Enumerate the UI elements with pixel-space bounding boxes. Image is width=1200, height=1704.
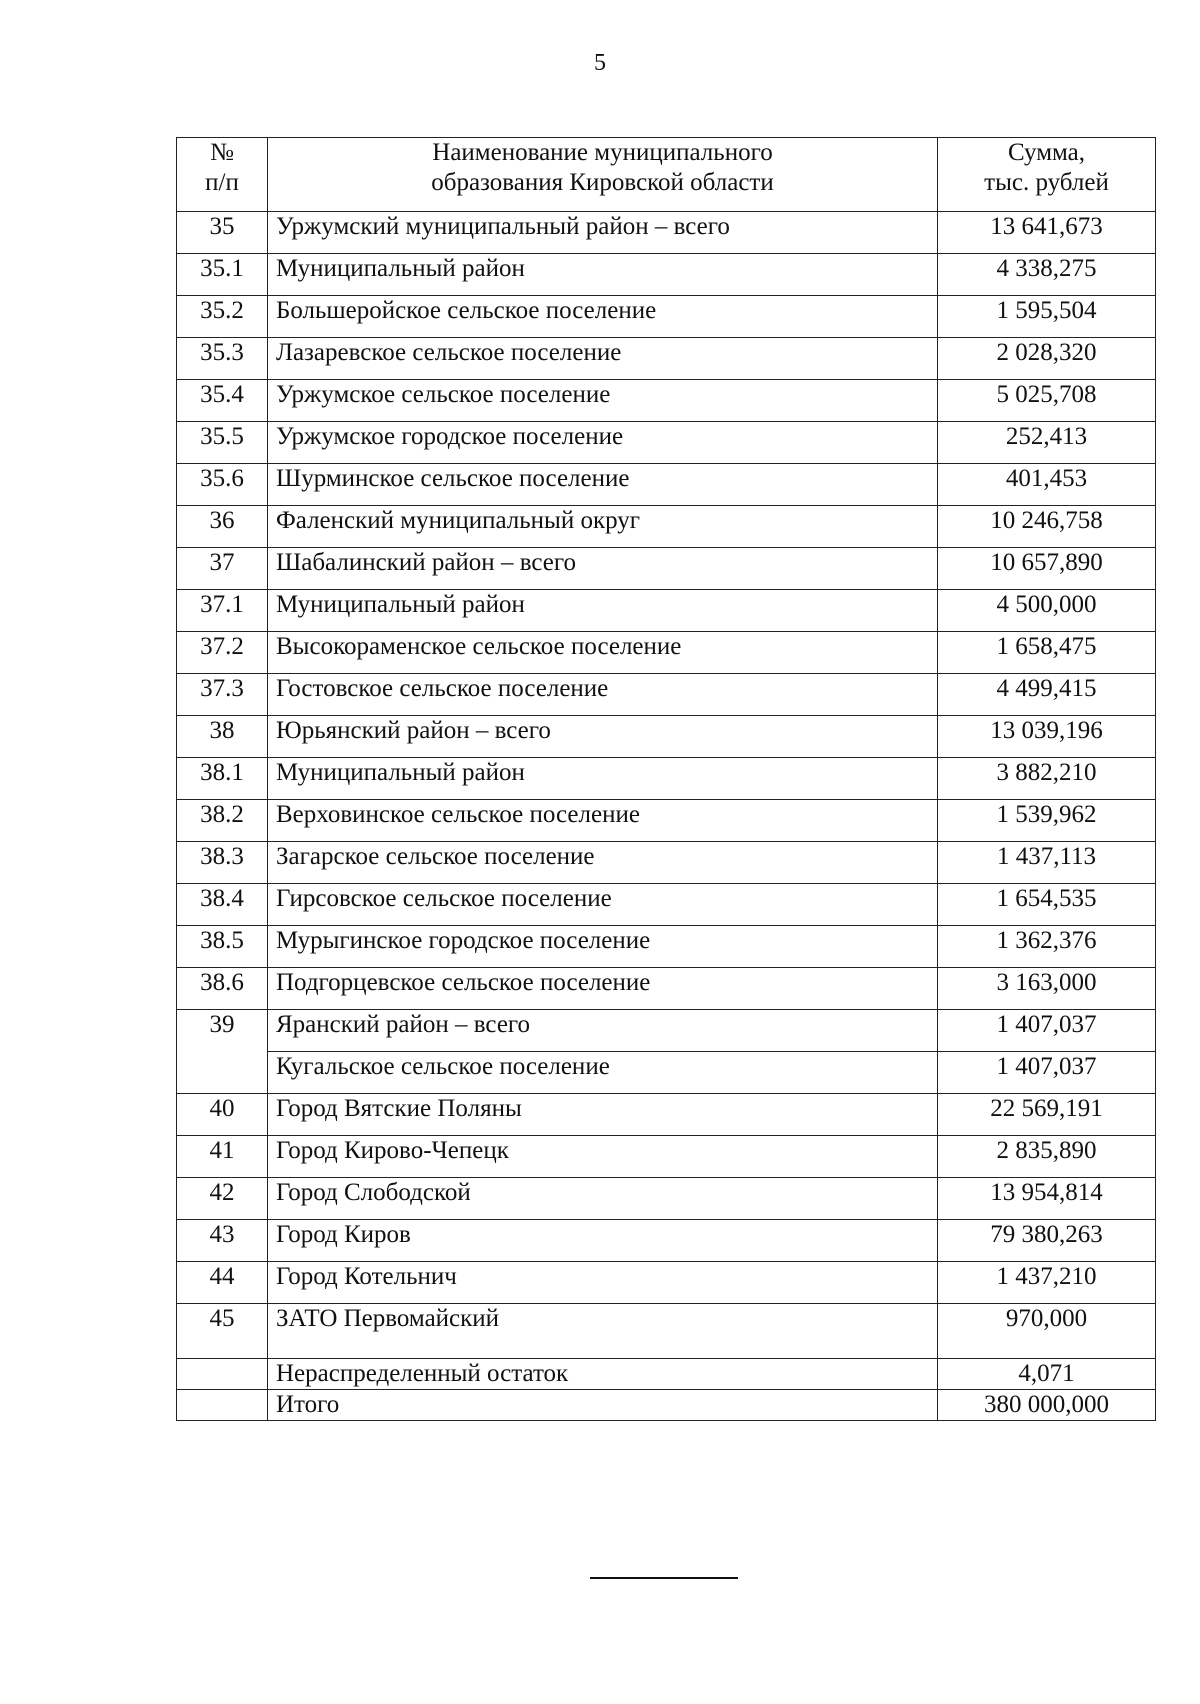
row-sum: 401,453 xyxy=(938,464,1156,506)
row-name: Шабалинский район – всего xyxy=(268,548,938,590)
row-num: 38 xyxy=(177,716,268,758)
row-name: Кугальское сельское поселение xyxy=(268,1052,938,1094)
row-name: Мурыгинское городское поселение xyxy=(268,926,938,968)
row-name: Уржумский муниципальный район – всего xyxy=(268,212,938,254)
row-num: 35.6 xyxy=(177,464,268,506)
row-sum: 79 380,263 xyxy=(938,1220,1156,1262)
header-num-text: № п/п xyxy=(205,139,239,196)
row-sum: 13 039,196 xyxy=(938,716,1156,758)
table-row xyxy=(177,422,1156,464)
row-num: 38.4 xyxy=(177,884,268,926)
row-sum: 1 362,376 xyxy=(938,926,1156,968)
row-sum: 1 539,962 xyxy=(938,800,1156,842)
row-name: Шурминское сельское поселение xyxy=(268,464,938,506)
row-sum: 4 338,275 xyxy=(938,254,1156,296)
row-num: 38.6 xyxy=(177,968,268,1010)
allocation-table xyxy=(176,137,1156,1421)
header-name xyxy=(268,138,938,212)
row-num: 38.2 xyxy=(177,800,268,842)
row-name: Фаленский муниципальный округ xyxy=(268,506,938,548)
table-row xyxy=(177,758,1156,800)
footer-divider xyxy=(590,1577,738,1579)
row-num xyxy=(177,1390,268,1421)
row-num: 35.3 xyxy=(177,338,268,380)
row-num: 43 xyxy=(177,1220,268,1262)
row-name: Итого xyxy=(268,1390,938,1421)
row-sum: 2 835,890 xyxy=(938,1136,1156,1178)
row-name: Яранский район – всего xyxy=(268,1010,938,1052)
table-row xyxy=(177,1304,1156,1359)
table-row xyxy=(177,968,1156,1010)
row-sum: 380 000,000 xyxy=(938,1390,1156,1421)
row-name: Город Слободской xyxy=(268,1178,938,1220)
table-row xyxy=(177,548,1156,590)
row-sum: 3 882,210 xyxy=(938,758,1156,800)
table-row xyxy=(177,380,1156,422)
row-sum: 10 657,890 xyxy=(938,548,1156,590)
header-sum-text: Сумма, тыс. рублей xyxy=(984,139,1109,196)
row-name: Лазаревское сельское поселение xyxy=(268,338,938,380)
table-row xyxy=(177,1178,1156,1220)
row-name: Высокораменское сельское поселение xyxy=(268,632,938,674)
row-sum: 4 500,000 xyxy=(938,590,1156,632)
table-row xyxy=(177,674,1156,716)
table-header-row xyxy=(177,138,1156,212)
row-num xyxy=(177,1359,268,1390)
row-sum: 2 028,320 xyxy=(938,338,1156,380)
table-row xyxy=(177,1262,1156,1304)
row-name: Нераспределенный остаток xyxy=(268,1359,938,1390)
row-name: Подгорцевское сельское поселение xyxy=(268,968,938,1010)
row-name: Большеройское сельское поселение xyxy=(268,296,938,338)
table-row xyxy=(177,716,1156,758)
row-sum: 970,000 xyxy=(938,1304,1156,1359)
row-num: 38.5 xyxy=(177,926,268,968)
row-num: 40 xyxy=(177,1094,268,1136)
row-name: Муниципальный район xyxy=(268,254,938,296)
table-row xyxy=(177,1010,1156,1052)
table-row xyxy=(177,632,1156,674)
table-row xyxy=(177,1220,1156,1262)
row-name: Верховинское сельское поселение xyxy=(268,800,938,842)
row-num: 41 xyxy=(177,1136,268,1178)
table-row xyxy=(177,254,1156,296)
table-row xyxy=(177,1136,1156,1178)
row-num: 35.2 xyxy=(177,296,268,338)
row-num: 42 xyxy=(177,1178,268,1220)
row-num: 37 xyxy=(177,548,268,590)
row-sum: 4 499,415 xyxy=(938,674,1156,716)
row-sum: 5 025,708 xyxy=(938,380,1156,422)
row-num: 37.3 xyxy=(177,674,268,716)
row-sum: 1 595,504 xyxy=(938,296,1156,338)
row-name: Гостовское сельское поселение xyxy=(268,674,938,716)
table-body xyxy=(177,212,1156,1421)
row-sum: 1 654,535 xyxy=(938,884,1156,926)
row-sum: 1 658,475 xyxy=(938,632,1156,674)
row-num: 45 xyxy=(177,1304,268,1359)
row-sum: 1 407,037 xyxy=(938,1010,1156,1052)
table-row xyxy=(177,1359,1156,1390)
table-row xyxy=(177,464,1156,506)
row-name: Муниципальный район xyxy=(268,590,938,632)
row-num: 35.4 xyxy=(177,380,268,422)
table-row xyxy=(177,842,1156,884)
row-num: 44 xyxy=(177,1262,268,1304)
row-sum: 3 163,000 xyxy=(938,968,1156,1010)
row-name: Гирсовское сельское поселение xyxy=(268,884,938,926)
row-num: 39 xyxy=(177,1010,268,1094)
row-name: Уржумское сельское поселение xyxy=(268,380,938,422)
row-name: Юрьянский район – всего xyxy=(268,716,938,758)
table-row xyxy=(177,296,1156,338)
row-sum: 13 954,814 xyxy=(938,1178,1156,1220)
table-row xyxy=(177,1390,1156,1421)
row-num: 38.3 xyxy=(177,842,268,884)
row-sum: 1 437,210 xyxy=(938,1262,1156,1304)
row-name: Загарское сельское поселение xyxy=(268,842,938,884)
row-sum: 1 437,113 xyxy=(938,842,1156,884)
row-num: 38.1 xyxy=(177,758,268,800)
header-sum xyxy=(938,138,1156,212)
row-name: Город Котельнич xyxy=(268,1262,938,1304)
table-row xyxy=(177,884,1156,926)
row-num: 35 xyxy=(177,212,268,254)
row-sum: 1 407,037 xyxy=(938,1052,1156,1094)
table-row xyxy=(177,506,1156,548)
row-sum: 10 246,758 xyxy=(938,506,1156,548)
row-name: Уржумское городское поселение xyxy=(268,422,938,464)
row-num: 35.1 xyxy=(177,254,268,296)
table-row xyxy=(177,212,1156,254)
row-name: ЗАТО Первомайский xyxy=(268,1304,938,1359)
row-num: 37.1 xyxy=(177,590,268,632)
page-number: 5 xyxy=(594,50,606,76)
table-row xyxy=(177,1094,1156,1136)
header-num xyxy=(177,138,268,212)
table-row xyxy=(177,1052,1156,1094)
header-name-text: Наименование муниципального образования Кировской области xyxy=(431,139,774,196)
table-row xyxy=(177,800,1156,842)
row-name: Город Вятские Поляны xyxy=(268,1094,938,1136)
table-row xyxy=(177,338,1156,380)
row-num: 35.5 xyxy=(177,422,268,464)
row-sum: 4,071 xyxy=(938,1359,1156,1390)
table-row xyxy=(177,926,1156,968)
row-num: 37.2 xyxy=(177,632,268,674)
row-sum: 22 569,191 xyxy=(938,1094,1156,1136)
row-name: Город Киров xyxy=(268,1220,938,1262)
row-name: Город Кирово-Чепецк xyxy=(268,1136,938,1178)
row-sum: 13 641,673 xyxy=(938,212,1156,254)
row-name: Муниципальный район xyxy=(268,758,938,800)
row-sum: 252,413 xyxy=(938,422,1156,464)
table-row xyxy=(177,590,1156,632)
row-num: 36 xyxy=(177,506,268,548)
